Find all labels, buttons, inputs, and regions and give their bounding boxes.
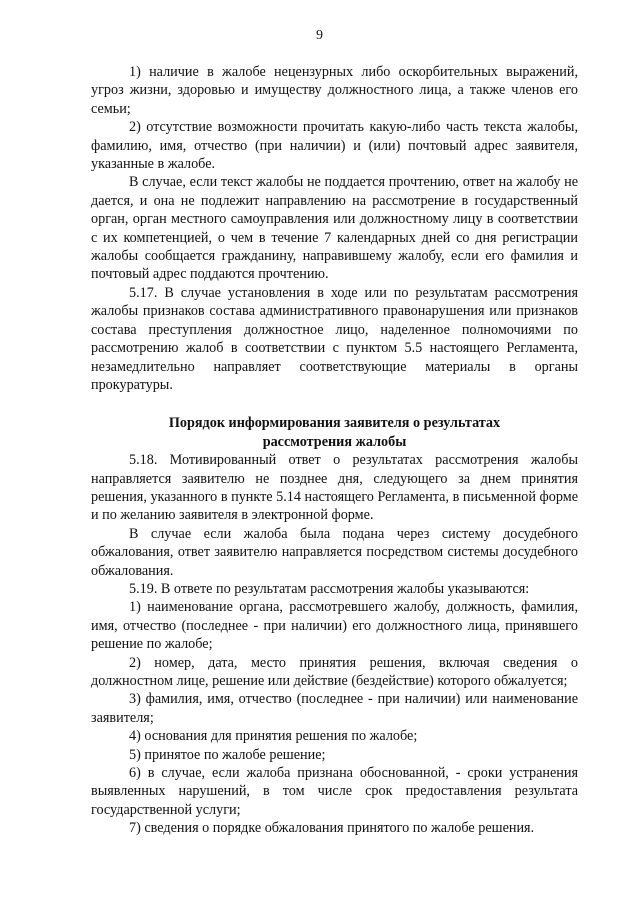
document-body bbox=[91, 63, 578, 838]
list-item-3: 3) фамилия, имя, отчество (последнее - при наличии) или наименование заявителя; bbox=[91, 691, 578, 726]
list-item-6: 6) в случае, если жалоба признана обоснованной, - сроки устранения выявленных нарушений, в том числе срок предоставления результата государственной услуги; bbox=[91, 765, 578, 818]
list-item-7: 7) сведения о порядке обжалования принятого по жалобе решения. bbox=[129, 820, 535, 837]
paragraph-unreadable-complaint: В случае, если текст жалобы не поддается прочтению, ответ на жалобу не дается, и она не подлежит направлению на рассмотрение в государственный орган, орган местного самоуправления или должностному лицу в соответствии с их компетенцией, о чем в течение 7 календарных дней со дня регистрации жалобы сообщается гражданину, направившему жалобу, если его фамилия и почтовый адрес поддаются прочтению. bbox=[91, 174, 578, 283]
section-heading-line-1: Порядок информирования заявителя о результатах bbox=[168, 415, 501, 432]
paragraph-5-17: 5.17. В случае установления в ходе или по результатам рассмотрения жалобы признаков состава административного правонарушения или признаков состава преступления должностное лицо, наделенное полномочиями по рассмотрению жалоб в соответствии с пунктом 5.5 настоящего Регламента, незамедлительно направляет соответствующие материалы в органы прокуратуры. bbox=[91, 284, 578, 393]
section-heading-line-2: рассмотрения жалобы bbox=[262, 433, 407, 450]
paragraph-pretrial-system: В случае если жалоба была подана через систему досудебного обжалования, ответ заявителю направляется посредством системы досудебного обжалования. bbox=[91, 525, 578, 579]
list-item-4: 4) основания для принятия решения по жалобе; bbox=[129, 728, 418, 745]
page-number: 9 bbox=[316, 28, 323, 43]
paragraph-5-18: 5.18. Мотивированный ответ о результатах рассмотрения жалобы направляется заявителю не позднее дня, следующего за днем принятия решения, указанного в пункте 5.14 настоящего Регламента, в письменной форме и по желанию заявителя в электронной форме. bbox=[91, 452, 578, 524]
section-heading bbox=[91, 414, 578, 451]
paragraph-item-2: 2) отсутствие возможности прочитать какую-либо часть текста жалобы, фамилию, имя, отчество (при наличии) и (или) почтовый адрес заявителя, указанные в жалобе. bbox=[91, 119, 578, 173]
list-item-5: 5) принятое по жалобе решение; bbox=[129, 746, 326, 763]
list-item-1: 1) наименование органа, рассмотревшего жалобу, должность, фамилия, имя, отчество (последнее - при наличии) его должностного лица, принявшего решение по жалобе; bbox=[91, 599, 578, 653]
paragraph-item-1: 1) наличие в жалобе нецензурных либо оскорбительных выражений, угроз жизни, здоровью и имуществу должностного лица, а также членов его семьи; bbox=[91, 64, 578, 117]
paragraph-5-19: 5.19. В ответе по результатам рассмотрения жалобы указываются: bbox=[129, 580, 530, 597]
list-item-2: 2) номер, дата, место принятия решения, включая сведения о должностном лице, решение или действие (бездействие) которого обжалуется; bbox=[91, 654, 578, 689]
